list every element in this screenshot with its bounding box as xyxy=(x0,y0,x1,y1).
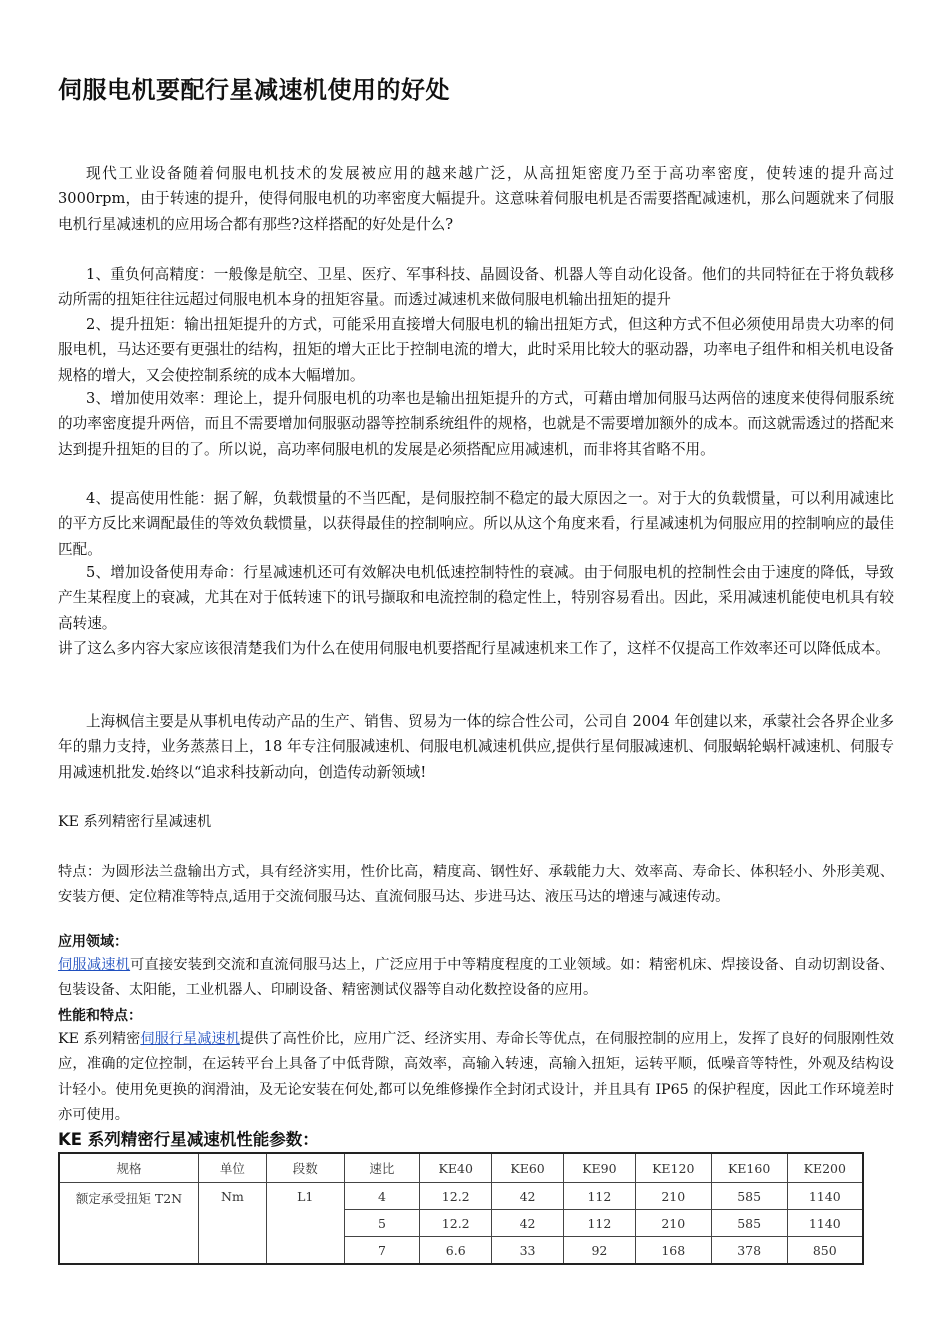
column-header: KE200 xyxy=(787,1153,863,1183)
table-cell: 33 xyxy=(492,1237,564,1265)
performance-table xyxy=(58,1152,864,1265)
column-header: KE40 xyxy=(420,1153,492,1183)
table-cell: 378 xyxy=(711,1237,787,1265)
table-cell: 42 xyxy=(492,1210,564,1237)
table-cell: 7 xyxy=(344,1237,420,1265)
table-header-row xyxy=(59,1153,863,1183)
application-heading: 应用领域： xyxy=(58,934,128,950)
company-paragraph: 上海枫信主要是从事机电传动产品的生产、销售、贸易为一体的综合性公司，公司自 2004 年创建以来，承蒙社会各界企业多年的鼎力支持，业务蒸蒸日上，18 年专注伺服减速机、伺服电机减速机供应,提供行星伺服减速机、伺服蜗轮蜗杆减速机、伺服专用减速机批发.始终以“追求科技新动向，创造传动新领域! xyxy=(58,713,894,781)
table-cell: 12.2 xyxy=(420,1210,492,1237)
column-header: 单位 xyxy=(199,1153,267,1183)
performance-heading: 性能和特点： xyxy=(58,1008,142,1024)
table-cell: 168 xyxy=(635,1237,711,1265)
unit-cell: Nm xyxy=(199,1183,267,1265)
performance-prefix: KE 系列精密 xyxy=(58,1031,141,1047)
application-text: 可直接安装到交流和直流伺服马达上，广泛应用于中等精度程度的工业领域。如：精密机床、焊接设备、自动切割设备、包装设备、太阳能，工业机器人、印刷设备、精密测试仪器等自动化数控设备的应用。 xyxy=(58,957,894,999)
stage-cell: L1 xyxy=(266,1183,344,1265)
table-title: KE 系列精密行星减速机性能参数： xyxy=(58,1130,319,1149)
table-cell: 210 xyxy=(635,1183,711,1210)
table-cell: 4 xyxy=(344,1183,420,1210)
table-cell: 850 xyxy=(787,1237,863,1265)
servo-reducer-link[interactable]: 伺服减速机 xyxy=(58,957,131,973)
table-cell: 1140 xyxy=(787,1183,863,1210)
table-cell: 112 xyxy=(563,1183,635,1210)
spec-cell: 额定承受扭矩 T2N xyxy=(59,1183,199,1265)
table-cell: 585 xyxy=(711,1183,787,1210)
table-cell: 112 xyxy=(563,1210,635,1237)
column-header: KE160 xyxy=(711,1153,787,1183)
table-cell: 5 xyxy=(344,1210,420,1237)
servo-planetary-reducer-link[interactable]: 伺服行星减速机 xyxy=(140,1031,240,1047)
features-paragraph: 特点：为圆形法兰盘输出方式，具有经济实用，性价比高，精度高、钢性好、承载能力大、效率高、寿命长、体积轻小、外形美观、安装方便、定位精准等特点,适用于交流伺服马达、直流伺服马达、步进马达、液压马达的增速与减速传动。 xyxy=(58,864,894,906)
column-header: 段数 xyxy=(266,1153,344,1183)
point-paragraph-1: 1、重负何高精度：一般像是航空、卫星、医疗、军事科技、晶圆设备、机器人等自动化设备。他们的共同特征在于将负载移动所需的扭矩往往远超过伺服电机本身的扭矩容量。而透过减速机来做伺服电机输出扭矩的提升 xyxy=(58,266,894,309)
column-header: KE90 xyxy=(563,1153,635,1183)
series-name: KE 系列精密行星减速机 xyxy=(58,814,212,830)
conclusion-paragraph: 讲了这么多内容大家应该很清楚我们为什么在使用伺服电机要搭配行星减速机来工作了，这样不仅提高工作效率还可以降低成本。 xyxy=(58,640,890,657)
table-cell: 92 xyxy=(563,1237,635,1265)
table-cell: 585 xyxy=(711,1210,787,1237)
table-cell: 210 xyxy=(635,1210,711,1237)
intro-paragraph: 现代工业设备随着伺服电机技术的发展被应用的越来越广泛，从高扭矩密度乃至于高功率密度，使转速的提升高过 3000rpm，由于转速的提升，使得伺服电机的功率密度大幅提升。这意味着伺服电机是否需要搭配减速机，那么问题就来了伺服电机行星减速机的应用场合都有那些?这样搭配的好处是什么? xyxy=(58,165,894,233)
application-paragraph xyxy=(58,953,894,1004)
table-row xyxy=(59,1183,863,1210)
table-cell: 6.6 xyxy=(420,1237,492,1265)
point-paragraph-2: 2、提升扭矩：输出扭矩提升的方式，可能采用直接增大伺服电机的输出扭矩方式，但这种方式不但必须使用昂贵大功率的伺服电机，马达还要有更强壮的结构，扭矩的增大正比于控制电流的增大，此时采用比较大的驱动器，功率电子组件和相关机电设备规格的增大，又会使控制系统的成本大幅增加。 xyxy=(58,316,894,384)
column-header: KE60 xyxy=(492,1153,564,1183)
performance-paragraph xyxy=(58,1027,894,1129)
point-paragraph-5: 5、增加设备使用寿命：行星减速机还可有效解决电机低速控制特性的衰减。由于伺服电机的控制性会由于速度的降低，导致产生某程度上的衰减，尤其在对于低转速下的讯号撷取和电流控制的稳定性上，特别容易看出。因此，采用减速机能使电机具有较高转速。 xyxy=(58,564,894,632)
document-title: 伺服电机要配行星减速机使用的好处 xyxy=(58,76,450,104)
table-cell: 42 xyxy=(492,1183,564,1210)
table-cell: 1140 xyxy=(787,1210,863,1237)
column-header: KE120 xyxy=(635,1153,711,1183)
column-header: 速比 xyxy=(344,1153,420,1183)
point-paragraph-3: 3、增加使用效率：理论上，提升伺服电机的功率也是输出扭矩提升的方式，可藉由增加伺服马达两倍的速度来使得伺服系统的功率密度提升两倍，而且不需要增加伺服驱动器等控制系统组件的规格，也就是不需要增加额外的成本。而这就需透过的搭配来达到提升扭矩的目的了。所以说，高功率伺服电机的发展是必须搭配应用减速机，而非将其省略不用。 xyxy=(58,390,894,458)
point-paragraph-4: 4、提高使用性能：据了解，负载惯量的不当匹配，是伺服控制不稳定的最大原因之一。对于大的负载惯量，可以利用减速比的平方反比来调配最佳的等效负载惯量，以获得最佳的控制响应。所以从这个角度来看，行星减速机为伺服应用的控制响应的最佳匹配。 xyxy=(58,490,894,558)
table-cell: 12.2 xyxy=(420,1183,492,1210)
column-header: 规格 xyxy=(59,1153,199,1183)
performance-text: 提供了高性价比，应用广泛、经济实用、寿命长等优点，在伺服控制的应用上，发挥了良好的伺服刚性效应，准确的定位控制，在运转平台上具备了中低背隙，高效率，高输入转速，高输入扭矩，运转平顺，低噪音等特性，外观及结构设计轻小。使用免更换的润滑油，及无论安装在何处,都可以免维修操作全封闭式设计，并且具有 IP65 的保护程度，因此工作环境差时亦可使用。 xyxy=(58,1031,894,1124)
